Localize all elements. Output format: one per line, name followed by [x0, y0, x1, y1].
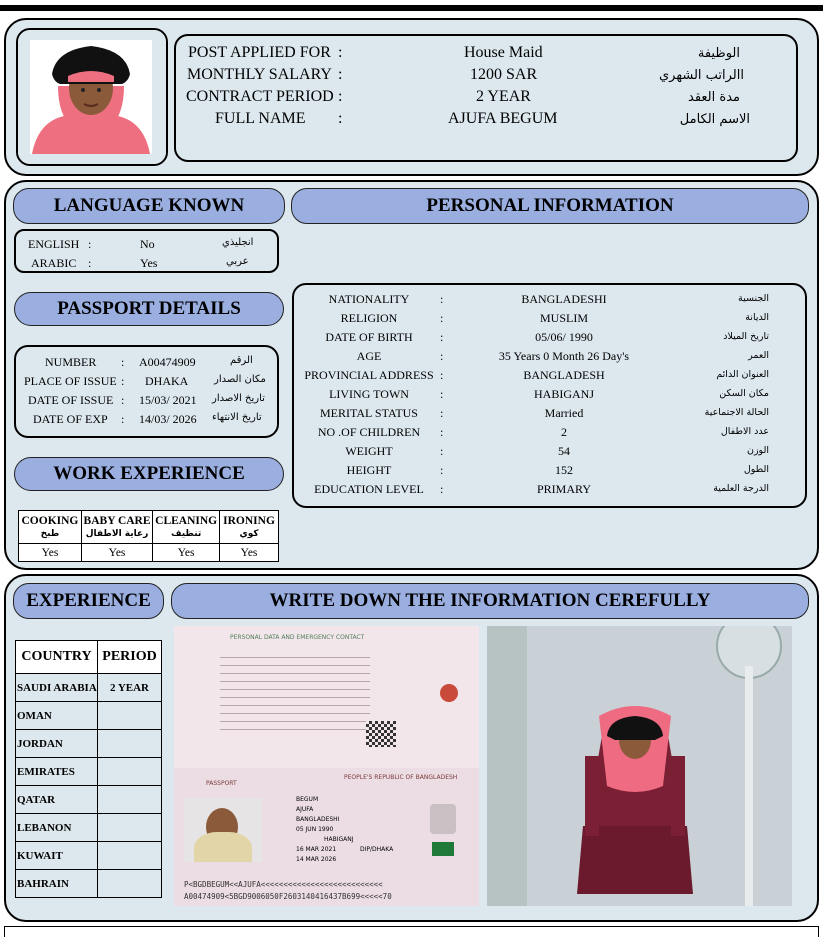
personal-arabic: الجنسية	[738, 293, 769, 304]
language-known-header: LANGUAGE KNOWN	[13, 188, 285, 224]
personal-colon: :	[440, 349, 444, 363]
experience-country: KUWAIT	[16, 842, 98, 870]
experience-row	[16, 786, 162, 814]
passport-mrz-line1: P<BGDBEGUM<<AJUFA<<<<<<<<<<<<<<<<<<<<<<<<<<<	[184, 880, 383, 889]
emblem-icon	[440, 684, 458, 702]
personal-arabic: العمر	[748, 350, 769, 361]
work-col-ironing	[220, 511, 279, 544]
holder-veil	[194, 832, 252, 862]
personal-information-header: PERSONAL INFORMATION	[291, 188, 809, 224]
english-arabic: انجليذي	[222, 237, 254, 248]
arabic-colon: :	[88, 256, 92, 270]
passport-word: PASSPORT	[206, 780, 237, 787]
passport-number-colon: :	[121, 355, 125, 369]
date-of-exp-colon: :	[121, 412, 125, 426]
passport-number-label: NUMBER	[45, 355, 97, 369]
arabic-label: ARABIC	[31, 256, 77, 270]
personal-colon: :	[440, 292, 444, 306]
babycare-ar: رعاية الاطفال	[85, 528, 149, 539]
work-experience-table	[18, 510, 279, 562]
work-experience-header: WORK EXPERIENCE	[14, 457, 284, 491]
cleaning-en: CLEANING	[155, 514, 218, 527]
personal-colon: :	[440, 406, 444, 420]
write-down-header: WRITE DOWN THE INFORMATION CEREFULLY	[171, 583, 809, 619]
fullname-label: FULL NAME	[215, 110, 306, 127]
salary-label: MONTHLY SALARY	[187, 66, 332, 83]
personal-label: EDUCATION LEVEL	[314, 482, 424, 496]
personal-label: NO .OF CHILDREN	[317, 425, 421, 439]
salary-value: 1200 SAR	[470, 66, 538, 83]
personal-label: DATE OF BIRTH	[325, 330, 413, 344]
place-of-issue-label: PLACE OF ISSUE	[24, 374, 117, 388]
babycare-value: Yes	[81, 544, 152, 562]
date-of-exp-label: DATE OF EXP	[33, 412, 108, 426]
experience-row	[16, 758, 162, 786]
experience-country: EMIRATES	[16, 758, 98, 786]
personal-arabic: الوزن	[746, 445, 769, 456]
personal-label: PROVINCIAL ADDRESS	[304, 368, 434, 382]
personal-arabic: الطول	[743, 464, 769, 475]
personal-value: BANGLADESH	[523, 368, 605, 382]
fullname-value: AJUFA BEGUM	[448, 110, 558, 127]
passport-surname: BEGUM	[296, 796, 319, 803]
personal-info-box	[292, 283, 807, 508]
personal-colon: :	[440, 330, 444, 344]
passport-bio-page	[174, 768, 479, 906]
experience-period	[98, 814, 162, 842]
work-col-cleaning	[153, 511, 220, 544]
place-of-issue-value: DHAKA	[145, 374, 189, 388]
personal-value: BANGLADESHI	[521, 292, 607, 306]
personal-colon: :	[440, 368, 444, 382]
experience-period	[98, 870, 162, 898]
personal-arabic: العنوان الدائم	[716, 369, 769, 380]
personal-label: AGE	[356, 349, 382, 363]
experience-period	[98, 842, 162, 870]
salary-row	[176, 64, 796, 86]
babycare-en: BABY CARE	[83, 514, 151, 527]
experience-row	[16, 702, 162, 730]
fullname-row	[176, 108, 796, 130]
qr-code-icon	[366, 721, 396, 747]
fullname-colon: :	[338, 110, 343, 127]
date-of-exp-arabic: تاريخ الانتهاء	[212, 412, 262, 423]
english-colon: :	[88, 237, 92, 251]
passport-issue: 16 MAR 2021	[296, 846, 337, 853]
experience-period	[98, 758, 162, 786]
passport-country-line: PEOPLE'S REPUBLIC OF BANGLADESH	[344, 774, 458, 781]
applicant-info-box	[174, 34, 798, 162]
personal-label: NATIONALITY	[328, 292, 410, 306]
passport-mrz-line2: A00474909<5BGD9006050F2603140416437B699<<<<<70	[184, 892, 392, 901]
experience-country: JORDAN	[16, 730, 98, 758]
place-of-issue-colon: :	[121, 374, 125, 388]
cooking-value: Yes	[19, 544, 82, 562]
arabic-arabic: عربي	[226, 256, 249, 267]
fullname-arabic: الاسم الكامل	[679, 111, 750, 127]
personal-arabic: عدد الاطفال	[720, 426, 769, 437]
ironing-ar: كوي	[239, 528, 259, 539]
ironing-en: IRONING	[223, 514, 275, 527]
passport-page-lines	[220, 650, 370, 730]
experience-row	[16, 842, 162, 870]
experience-row	[16, 814, 162, 842]
personal-colon: :	[440, 387, 444, 401]
personal-value: 35 Years 0 Month 26 Day's	[498, 349, 630, 363]
experience-country: QATAR	[16, 786, 98, 814]
contract-value: 2 YEAR	[476, 88, 531, 105]
personal-label: LIVING TOWN	[329, 387, 409, 401]
experience-row	[16, 730, 162, 758]
experience-country: SAUDI ARABIA	[16, 674, 98, 702]
ironing-value: Yes	[220, 544, 279, 562]
experience-period	[98, 786, 162, 814]
holder-photo	[184, 798, 262, 862]
personal-colon: :	[440, 425, 444, 439]
personal-label: HEIGHT	[346, 463, 392, 477]
flag-icon	[432, 842, 454, 856]
bottom-strip	[4, 926, 819, 937]
date-of-issue-label: DATE OF ISSUE	[28, 393, 114, 407]
english-value: No	[140, 237, 155, 251]
post-arabic: الوظيفة	[697, 45, 740, 61]
experience-period: 2 YEAR	[98, 674, 162, 702]
post-value: House Maid	[464, 44, 543, 61]
work-col-cooking	[19, 511, 82, 544]
date-of-issue-value: 15/03/ 2021	[139, 393, 197, 407]
personal-colon: :	[440, 482, 444, 496]
personal-value: Married	[544, 406, 584, 420]
personal-arabic: الدرجة العلمية	[713, 483, 769, 494]
experience-header: EXPERIENCE	[13, 583, 164, 619]
passport-nationality: BANGLADESHI	[296, 816, 340, 823]
post-colon: :	[338, 44, 343, 61]
language-box	[14, 229, 279, 273]
passport-data-page	[174, 626, 479, 768]
experience-row	[16, 674, 162, 702]
salary-colon: :	[338, 66, 343, 83]
contract-row	[176, 86, 796, 108]
personal-label: MERITAL STATUS	[320, 406, 418, 420]
contract-label: CONTRACT PERIOD	[186, 88, 334, 105]
personal-colon: :	[440, 463, 444, 477]
date-of-issue-colon: :	[121, 393, 125, 407]
date-of-exp-value: 14/03/ 2026	[139, 412, 197, 426]
personal-colon: :	[440, 444, 444, 458]
personal-value: 2	[561, 425, 567, 439]
personal-label: RELIGION	[340, 311, 398, 325]
personal-value: MUSLIM	[539, 311, 588, 325]
ghost-photo	[430, 804, 456, 834]
experience-country: BAHRAIN	[16, 870, 98, 898]
passport-dob: 05 JUN 1990	[296, 826, 334, 833]
top-rule	[0, 5, 823, 11]
passport-number-arabic: الرقم	[230, 355, 253, 366]
personal-value: PRIMARY	[536, 482, 592, 496]
passport-scan-image	[174, 626, 479, 906]
experience-country: LEBANON	[16, 814, 98, 842]
contract-arabic: مدة العقد	[688, 89, 740, 105]
personal-value: 54	[558, 444, 570, 458]
personal-arabic: مكان السكن	[719, 388, 769, 399]
personal-value: 05/06/ 1990	[535, 330, 593, 344]
personal-colon: :	[440, 311, 444, 325]
cooking-ar: طبخ	[40, 528, 60, 539]
work-col-babycare	[81, 511, 152, 544]
applicant-photo	[18, 30, 166, 164]
passport-expiry: 14 MAR 2026	[296, 856, 337, 863]
experience-period	[98, 730, 162, 758]
personal-arabic: تاريخ الميلاد	[723, 331, 769, 342]
cooking-en: COOKING	[21, 514, 79, 527]
passport-place: HABIGANJ	[324, 836, 354, 843]
passport-given-name: AJUFA	[296, 806, 314, 813]
experience-period	[98, 702, 162, 730]
experience-table	[15, 640, 162, 898]
experience-country: OMAN	[16, 702, 98, 730]
cleaning-ar: تنظيف	[171, 528, 202, 539]
passport-number-value: A00474909	[139, 355, 196, 369]
english-label: ENGLISH	[28, 237, 80, 251]
personal-arabic: الحالة الاجتماعية	[704, 407, 769, 418]
full-body-illustration	[487, 626, 792, 906]
post-row	[176, 42, 796, 64]
post-label: POST APPLIED FOR	[188, 44, 331, 61]
passport-issuing: DIP/DHAKA	[360, 846, 394, 853]
salary-arabic: االراتب الشهري	[659, 67, 744, 83]
full-body-photo	[487, 626, 792, 906]
experience-row	[16, 870, 162, 898]
personal-value: 152	[555, 463, 573, 477]
period-header: PERIOD	[98, 641, 162, 674]
contract-colon: :	[338, 88, 343, 105]
arabic-value: Yes	[140, 256, 158, 270]
place-of-issue-arabic: مكان الصدار	[214, 374, 266, 385]
date-of-issue-arabic: تاريخ الاصدار	[212, 393, 265, 404]
passport-page-heading: PERSONAL DATA AND EMERGENCY CONTACT	[230, 634, 365, 641]
passport-box	[14, 345, 279, 438]
country-header: COUNTRY	[16, 641, 98, 674]
personal-arabic: الديانة	[745, 312, 769, 323]
passport-details-header: PASSPORT DETAILS	[14, 292, 284, 326]
personal-label: WEIGHT	[345, 444, 393, 458]
cleaning-value: Yes	[153, 544, 220, 562]
personal-value: HABIGANJ	[534, 387, 594, 401]
photo-frame	[16, 28, 168, 166]
